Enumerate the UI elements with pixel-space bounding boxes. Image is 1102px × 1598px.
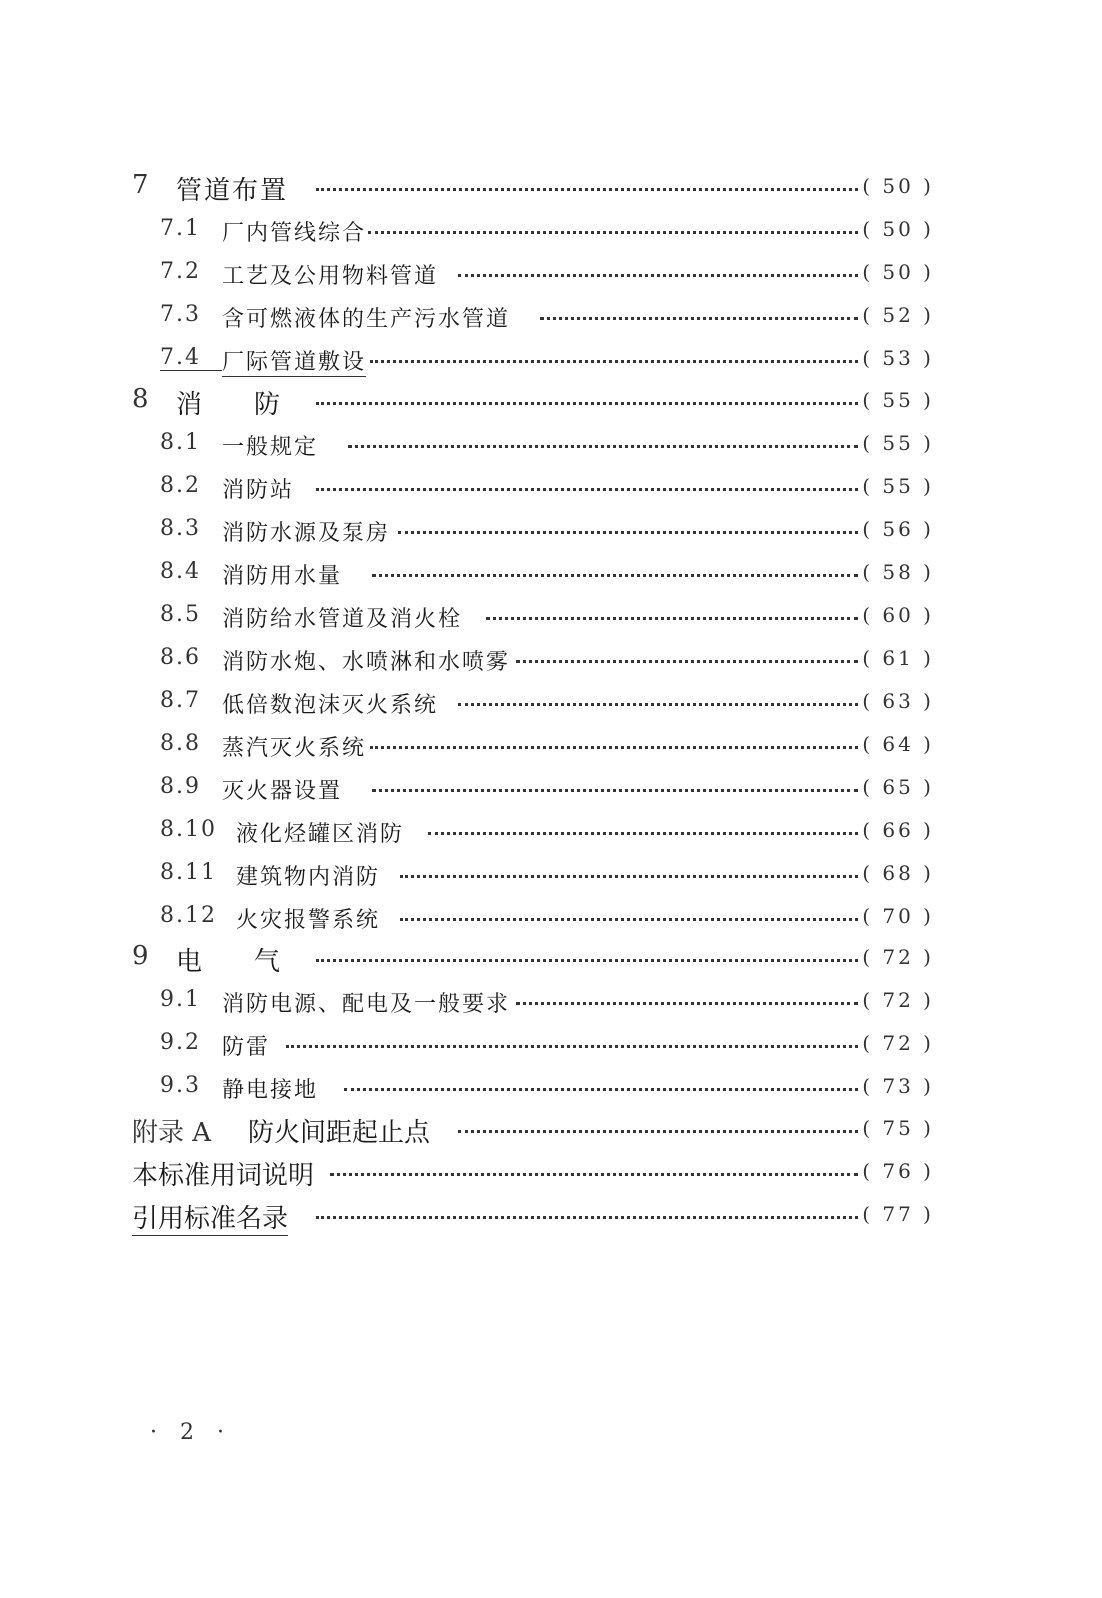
toc-entry[interactable]: [0, 853, 1102, 893]
toc-entry[interactable]: [0, 509, 1102, 549]
toc-entry-title: 管道布置: [176, 176, 289, 206]
toc-entry-page: ( 55 ): [862, 388, 934, 412]
toc-entry-number: 7.4: [160, 345, 222, 371]
toc-entry-number: 7: [132, 170, 149, 200]
toc-entry[interactable]: [0, 295, 1102, 335]
toc-entry-page: ( 60 ): [862, 603, 934, 627]
dot-leader: [400, 875, 858, 878]
toc-entry-title: 消 防: [176, 390, 281, 420]
toc-entry-page: ( 50 ): [862, 174, 934, 198]
toc-entry-number: 9.3: [160, 1073, 201, 1098]
toc-entry-number: 8.12: [160, 903, 217, 928]
toc-entry-number: 8.3: [160, 516, 201, 541]
toc-entry-title: 引用标准名录: [132, 1198, 288, 1236]
toc-entry-title: 蒸汽灭火系统: [222, 736, 367, 761]
toc-entry[interactable]: [0, 896, 1102, 936]
toc-entry[interactable]: [0, 638, 1102, 678]
toc-entry-title: 本标准用词说明: [132, 1161, 315, 1191]
toc-entry[interactable]: [0, 810, 1102, 850]
toc-entry-number: 8.6: [160, 645, 201, 670]
toc-entry[interactable]: [0, 681, 1102, 721]
toc-entry-number: 8.5: [160, 602, 201, 627]
toc-entry-number: 8: [132, 384, 149, 414]
toc-entry-page: ( 73 ): [862, 1074, 934, 1098]
toc-entry[interactable]: [0, 209, 1102, 249]
dot-leader: [540, 317, 858, 320]
dot-leader: [370, 360, 858, 363]
toc-entry-title: 静电接地: [222, 1078, 319, 1103]
toc-entry-title: 灭火器设置: [222, 779, 343, 804]
toc-entry[interactable]: [0, 980, 1102, 1020]
toc-entry-page: ( 58 ): [862, 560, 934, 584]
toc-entry-title: 消防水炮、水喷淋和水喷雾: [222, 650, 511, 675]
dot-leader: [372, 574, 858, 577]
toc-entry-page: ( 55 ): [862, 474, 934, 498]
dot-leader: [516, 660, 858, 663]
dot-leader: [316, 959, 858, 962]
page-number: · 2 ·: [150, 1420, 232, 1445]
toc-entry-page: ( 65 ): [862, 775, 934, 799]
dot-leader: [330, 1173, 858, 1176]
dot-leader: [348, 445, 858, 448]
dot-leader: [428, 832, 858, 835]
toc-entry[interactable]: [0, 724, 1102, 764]
toc-entry[interactable]: [0, 380, 1102, 420]
dot-leader: [372, 789, 858, 792]
toc-entry[interactable]: [0, 1066, 1102, 1106]
toc-entry-page: ( 68 ): [862, 861, 934, 885]
toc-entry-title: 火灾报警系统: [236, 908, 381, 933]
toc-entry-title: 防雷: [222, 1035, 271, 1060]
toc-entry-number: 7.2: [160, 259, 201, 284]
toc-entry-title: 电 气: [176, 947, 281, 977]
toc-entry-number: 8.1: [160, 430, 201, 455]
toc-entry-number: 8.4: [160, 559, 201, 584]
toc-entry-title: 消防站: [222, 478, 295, 503]
toc-entry[interactable]: [0, 338, 1102, 378]
toc-entry-title: 工艺及公用物料管道: [222, 264, 439, 289]
toc-entry[interactable]: [0, 1194, 1102, 1234]
toc-entry-number: 7.1: [160, 216, 201, 241]
toc-entry-page: ( 56 ): [862, 517, 934, 541]
toc-entry-page: ( 64 ): [862, 732, 934, 756]
dot-leader: [458, 274, 858, 277]
toc-entry-page: ( 55 ): [862, 431, 934, 455]
toc-entry-title: 低倍数泡沫灭火系统: [222, 693, 439, 718]
toc-entry[interactable]: [0, 1023, 1102, 1063]
toc-entry-page: ( 72 ): [862, 1031, 934, 1055]
toc-entry-title: 消防给水管道及消火栓: [222, 607, 463, 632]
dot-leader: [370, 746, 858, 749]
toc-entry-number: 9.2: [160, 1030, 201, 1055]
toc-entry-title: 建筑物内消防: [236, 865, 381, 890]
dot-leader: [316, 402, 858, 405]
toc-entry-number: 7.3: [160, 302, 201, 327]
toc-entry[interactable]: [0, 595, 1102, 635]
toc-entry-number: 9.1: [160, 987, 201, 1012]
toc-entry-page: ( 72 ): [862, 945, 934, 969]
toc-entry[interactable]: [0, 552, 1102, 592]
toc-entry-page: ( 75 ): [862, 1116, 934, 1140]
toc-entry-number: 8.8: [160, 731, 201, 756]
toc-entry[interactable]: [0, 466, 1102, 506]
toc-entry-page: ( 53 ): [862, 346, 934, 370]
toc-entry-page: ( 77 ): [862, 1202, 934, 1226]
toc-entry-page: ( 72 ): [862, 988, 934, 1012]
toc-entry-number: 8.9: [160, 774, 201, 799]
dot-leader: [458, 1130, 858, 1133]
toc-entry-title: 含可燃液体的生产污水管道: [222, 307, 511, 332]
toc-entry-number: 9: [132, 941, 149, 971]
dot-leader: [400, 918, 858, 921]
toc-entry-page: ( 66 ): [862, 818, 934, 842]
toc-entry-page: ( 50 ): [862, 260, 934, 284]
dot-leader: [316, 188, 858, 191]
toc-entry-number: 8.2: [160, 473, 201, 498]
dot-leader: [316, 1216, 858, 1219]
toc-entry[interactable]: [0, 252, 1102, 292]
toc-entry-page: ( 70 ): [862, 904, 934, 928]
dot-leader: [286, 1045, 858, 1048]
toc-entry-page: ( 63 ): [862, 689, 934, 713]
dot-leader: [516, 1002, 858, 1005]
toc-entry[interactable]: [0, 423, 1102, 463]
toc-entry-number: 附录 A: [132, 1118, 212, 1148]
dot-leader: [316, 488, 858, 491]
dot-leader: [368, 231, 858, 234]
toc-entry-number: 8.10: [160, 817, 217, 842]
toc-entry-page: ( 61 ): [862, 646, 934, 670]
toc-entry-page: ( 50 ): [862, 217, 934, 241]
dot-leader: [458, 703, 858, 706]
toc-entry[interactable]: [0, 1108, 1102, 1148]
toc-entry[interactable]: [0, 166, 1102, 206]
toc-entry-title: 消防电源、配电及一般要求: [222, 992, 511, 1017]
toc-entry-number: 8.7: [160, 688, 201, 713]
toc-entry-page: ( 52 ): [862, 303, 934, 327]
toc-entry-title: 厂内管线综合: [222, 221, 367, 246]
toc-entry[interactable]: [0, 937, 1102, 977]
toc-entry-number: 8.11: [160, 860, 217, 885]
toc-entry-title: 防火间距起止点: [248, 1118, 431, 1148]
toc-entry[interactable]: [0, 767, 1102, 807]
toc-entry-title: 液化烃罐区消防: [236, 822, 405, 847]
toc-entry-title: 消防用水量: [222, 564, 343, 589]
dot-leader: [486, 617, 858, 620]
toc-entry[interactable]: [0, 1151, 1102, 1191]
dot-leader: [398, 531, 858, 534]
dot-leader: [344, 1088, 858, 1091]
toc-entry-page: ( 76 ): [862, 1159, 934, 1183]
toc-entry-title: 厂际管道敷设: [222, 345, 366, 377]
toc-entry-title: 消防水源及泵房: [222, 521, 391, 546]
toc-entry-title: 一般规定: [222, 435, 319, 460]
